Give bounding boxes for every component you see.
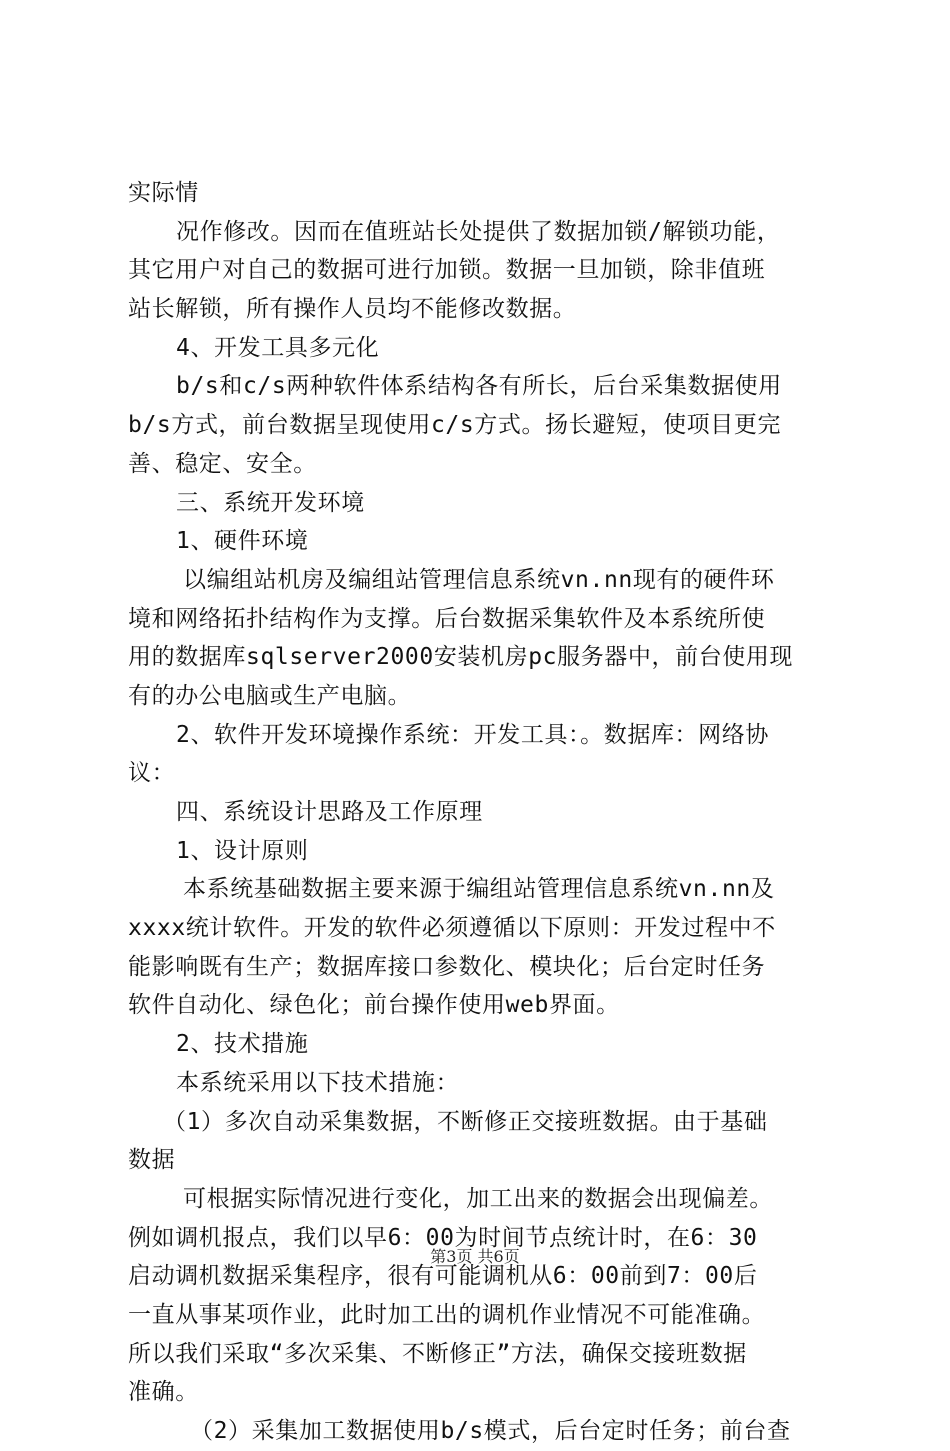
text-line: 议： (128, 760, 176, 787)
text-line: xxxx统计软件。开发的软件必须遵循以下原则：开发过程中不 (128, 915, 776, 942)
text-line: 其它用户对自己的数据可进行加锁。数据一旦加锁，除非值班 (128, 257, 766, 284)
text-line: 况作修改。因而在值班站长处提供了数据加锁/解锁功能， (176, 218, 781, 245)
text-line: 可根据实际情况进行变化，加工出来的数据会出现偏差。 (183, 1185, 773, 1212)
text-line: 本系统基础数据主要来源于编组站管理信息系统vn.nn及 (183, 876, 775, 903)
text-line: 实际情 (128, 180, 199, 206)
text-line: 以编组站机房及编组站管理信息系统vn.nn现有的硬件环 (183, 566, 775, 593)
text-line: 用的数据库sqlserver2000安装机房pc服务器中，前台使用现 (128, 644, 794, 671)
page-number-footer: 第3页 共6页 (430, 1247, 520, 1266)
text-line: 有的办公电脑或生产电脑。 (128, 682, 412, 709)
text-line: 一直从事某项作业，此时加工出的调机作业情况不可能准确。 (128, 1301, 766, 1328)
text-line: （1）多次自动采集数据，不断修正交接班数据。由于基础 (163, 1108, 768, 1135)
text-line: 能影响既有生产；数据库接口参数化、模块化；后台定时任务 (128, 953, 766, 980)
text-line: 例如调机报点，我们以早6：00为时间节点统计时，在6：30 (128, 1224, 758, 1251)
text-line: （2）采集加工数据使用b/s模式，后台定时任务；前台查 (190, 1418, 791, 1444)
section-heading: 1、硬件环境 (176, 528, 309, 555)
section-heading: 4、开发工具多元化 (176, 334, 380, 361)
text-line: 善、稳定、安全。 (128, 450, 317, 477)
text-line: b/s方式，前台数据呈现使用c/s方式。扬长避短，使项目更完 (128, 412, 782, 439)
text-line: 准确。 (128, 1379, 199, 1406)
section-heading: 三、系统开发环境 (176, 489, 365, 516)
text-line: 2、软件开发环境操作系统：开发工具：。数据库：网络协 (176, 721, 769, 748)
text-line: 软件自动化、绿色化；前台操作使用web界面。 (128, 992, 620, 1019)
text-line: 境和网络拓扑结构作为支撑。后台数据采集软件及本系统所使 (128, 605, 766, 632)
text-line: 本系统采用以下技术措施： (176, 1069, 460, 1096)
text-line: b/s和c/s两种软件体系结构各有所长，后台采集数据使用 (176, 373, 782, 400)
section-heading: 2、技术措施 (176, 1031, 309, 1058)
text-line: 数据 (128, 1147, 176, 1174)
text-line: 站长解锁，所有操作人员均不能修改数据。 (128, 296, 577, 323)
section-heading: 四、系统设计思路及工作原理 (176, 799, 483, 825)
text-line: 所以我们采取“多次采集、不断修正”方法，确保交接班数据 (128, 1340, 747, 1367)
section-heading: 1、设计原则 (176, 837, 309, 864)
text-line: 启动调机数据采集程序，很有可能调机从6：00前到7：00后 (128, 1263, 758, 1290)
